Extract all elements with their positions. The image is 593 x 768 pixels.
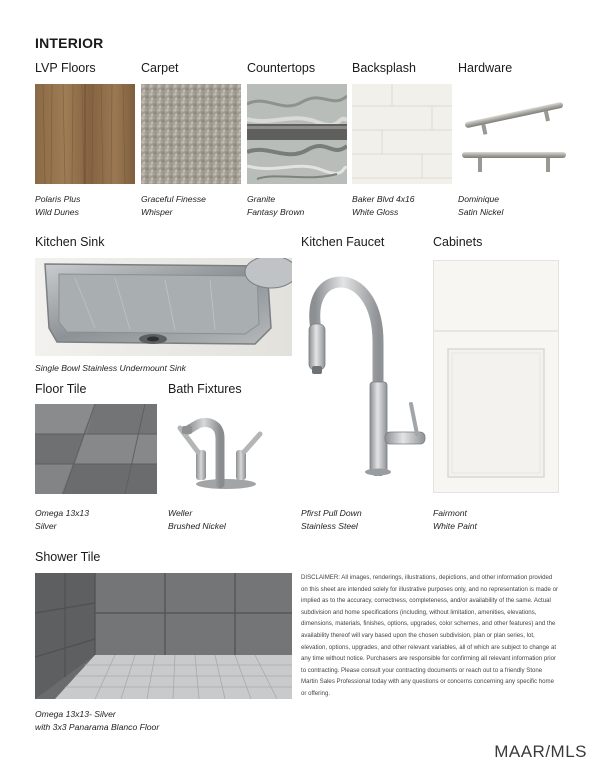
floor-tile-caption-line2: Silver [35,520,57,531]
backsplash-caption-line1: Baker Blvd 4x16 [352,194,415,204]
lvp-floors-caption-line1: Polaris Plus [35,194,81,204]
backsplash-caption [352,193,415,218]
kitchen-sink-label: Kitchen Sink [35,235,105,249]
disclaimer-text: DISCLAIMER: All images, renderings, illustrations, depictions, and other information provided on this sheet are intended solely for illustrative purposes only, and no representation is made or implied as to the accuracy, correctness, completeness, and/or availability of the same. Actual subdivision and home specifications (including, without limitation, amenities, elevations, dimensions, materials, finishes, options, upgrades, color schemes, and other features) and the availability thereof will vary based upon the chosen subdivision, plan or plan series, lot, elevation, options, upgrades, and other relevant variables, all of which are subject to change at any time without notice. Purchasers are responsible for confirming all relevant information prior to contracting. Please consult your contracting documents or reach out to a friendly Stone Martin Sales Professional today with any questions or concerns concerning any specific home or offering. [301,574,558,697]
kitchen-faucet-caption-line2: Stainless Steel [301,520,358,531]
floor-tile-caption-line1: Omega 13x13 [35,508,89,518]
kitchen-sink-image [35,258,292,356]
floor-tile-caption [35,507,89,532]
lvp-floors-label: LVP Floors [35,61,96,75]
countertops-caption-line2: Fantasy Brown [247,206,305,217]
mls-watermark: MAAR/MLS [494,742,587,761]
cabinets-label: Cabinets [433,235,483,249]
kitchen-sink-caption: Single Bowl Stainless Undermount Sink [35,363,186,373]
kitchen-faucet-caption-line1: Pfirst Pull Down [301,508,362,518]
lvp-floors-caption-line2: Wild Dunes [35,206,79,217]
cabinets-caption [433,507,477,532]
bath-fixtures-caption-line1: Weller [168,508,193,518]
kitchen-faucet-caption [301,507,362,532]
hardware-caption-line1: Dominique [458,194,500,204]
cabinets-caption-line2: White Paint [433,520,477,531]
carpet-caption-line1: Graceful Finesse [141,194,206,204]
lvp-floor-swatch [35,84,135,184]
kitchen-faucet-label: Kitchen Faucet [301,235,385,249]
carpet-label: Carpet [141,61,179,75]
page-title: INTERIOR [35,35,104,51]
floor-tile-label: Floor Tile [35,382,87,396]
countertop-swatch [247,84,347,184]
cabinet-door-image [433,260,559,493]
kitchen-faucet-image [301,272,431,476]
shower-tile-caption-line2: with 3x3 Panarama Blanco Floor [35,721,160,732]
shower-tile-image [35,573,292,699]
lvp-floors-caption [35,193,80,218]
bath-fixtures-caption-line2: Brushed Nickel [168,520,226,531]
bath-fixtures-caption [168,507,226,532]
floor-tile-swatch [35,404,157,494]
hardware-pulls-image [458,90,570,180]
shower-tile-caption-line1: Omega 13x13- Silver [35,709,116,719]
bath-fixture-image [168,412,268,492]
hardware-caption [458,193,503,218]
carpet-caption-line2: Whisper [141,206,173,217]
backsplash-swatch [352,84,452,184]
backsplash-caption-line2: White Gloss [352,206,399,217]
shower-tile-caption [35,708,159,733]
hardware-caption-line2: Satin Nickel [458,206,504,217]
bath-fixtures-label: Bath Fixtures [168,382,242,396]
countertops-caption [247,193,304,218]
cabinets-caption-line1: Fairmont [433,508,467,518]
shower-tile-label: Shower Tile [35,550,101,564]
countertops-caption-line1: Granite [247,194,276,204]
carpet-swatch [141,84,241,184]
countertops-label: Countertops [247,61,316,75]
carpet-caption [141,193,206,218]
backsplash-label: Backsplash [352,61,416,75]
hardware-label: Hardware [458,61,513,75]
